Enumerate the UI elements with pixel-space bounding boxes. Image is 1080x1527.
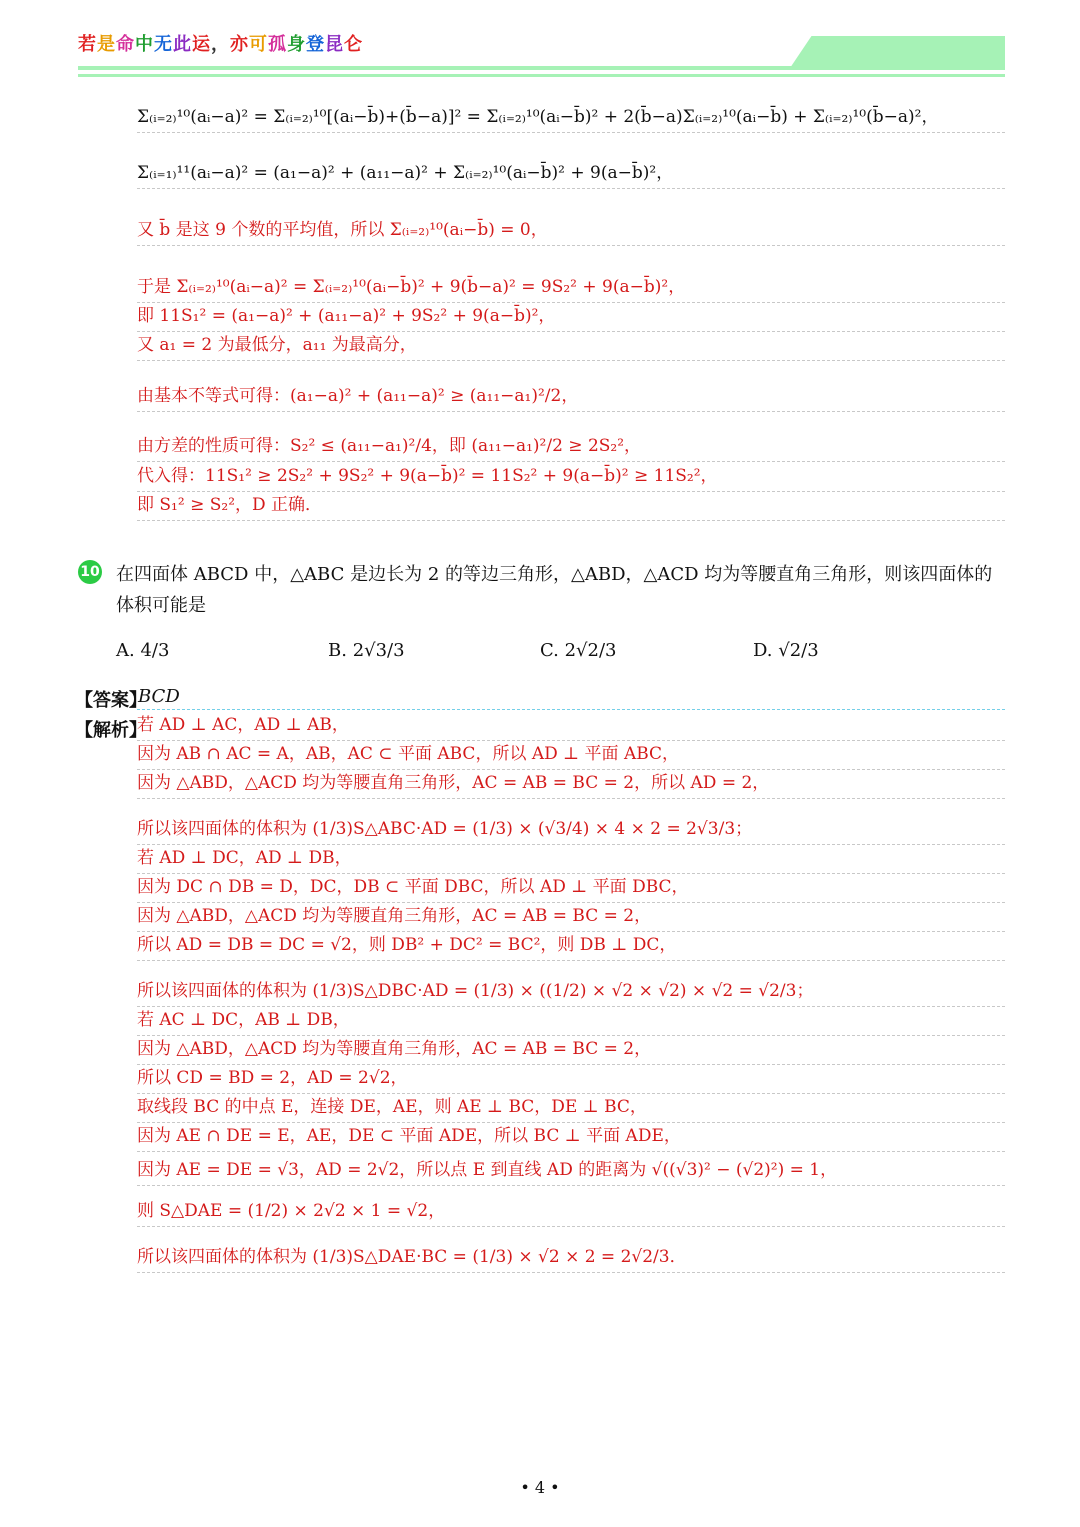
solution-line: 因为 DC ∩ DB = D，DC，DB ⊂ 平面 DBC，所以 AD ⊥ 平面 DBC，: [137, 874, 1005, 903]
slogan-char: 身: [287, 34, 306, 55]
slogan-char: 登: [306, 34, 325, 55]
choice-label: B.: [328, 640, 347, 661]
choice-value: √2/3: [778, 640, 819, 661]
solution-line: 又 a₁ = 2 为最低分，a₁₁ 为最高分，: [137, 332, 1005, 361]
choice-value: 4/3: [140, 640, 170, 661]
choice-label: D.: [753, 640, 773, 661]
solution-line: 所以该四面体的体积为 (1/3)S△ABC·AD = (1/3) × (√3/4) × 4 × 2 = 2√3/3；: [137, 799, 1005, 845]
solution-line: Σ₍ᵢ₌₁₎¹¹(aᵢ−a)² = (a₁−a)² + (a₁₁−a)² + Σ₍ᵢ₌₂₎¹⁰(aᵢ−b̄)² + 9(a−b̄)²，: [137, 133, 1005, 189]
solution-line: 因为 △ABD，△ACD 均为等腰直角三角形，AC = AB = BC = 2，: [137, 903, 1005, 932]
header-rule: [78, 74, 1005, 77]
solution-line: 取线段 BC 的中点 E，连接 DE，AE，则 AE ⊥ BC，DE ⊥ BC，: [137, 1094, 1005, 1123]
solution-line: 因为 △ABD，△ACD 均为等腰直角三角形，AC = AB = BC = 2，: [137, 1036, 1005, 1065]
choice-value: 2√2/3: [564, 640, 617, 661]
solution-line: 因为 AE = DE = √3，AD = 2√2，所以点 E 到直线 AD 的距离为 √((√3)² − (√2)²) = 1，: [137, 1152, 1005, 1186]
header-rule: [78, 66, 1005, 70]
solution-line: 则 S△DAE = (1/2) × 2√2 × 1 = √2，: [137, 1186, 1005, 1227]
slogan-char: 仑: [344, 34, 363, 55]
choice-a: [116, 640, 169, 661]
slogan-char: ，: [211, 34, 230, 55]
slogan-char: 孤: [268, 34, 287, 55]
solution-line: Σ₍ᵢ₌₂₎¹⁰(aᵢ−a)² = Σ₍ᵢ₌₂₎¹⁰[(aᵢ−b̄)+(b̄−a)]² = Σ₍ᵢ₌₂₎¹⁰(aᵢ−b̄)² + 2(b̄−a)Σ₍ᵢ₌₂₎¹⁰(aᵢ−b̄) + Σ₍ᵢ₌₂₎¹⁰(b̄−a)²，: [137, 83, 1005, 133]
solution-line: 若 AC ⊥ DC，AB ⊥ DB，: [137, 1007, 1005, 1036]
slogan-char: 可: [249, 34, 268, 55]
solution-line: 所以该四面体的体积为 (1/3)S△DAE·BC = (1/3) × √2 × 2 = 2√2/3．: [137, 1227, 1005, 1273]
slogan-char: 此: [173, 34, 192, 55]
solution-line: 若 AD ⊥ AC，AD ⊥ AB，: [137, 711, 1005, 741]
answer-label: 【答案】: [75, 690, 147, 711]
solution-line: 由方差的性质可得：S₂² ≤ (a₁₁−a₁)²/4，即 (a₁₁−a₁)²/2 ≥ 2S₂²，: [137, 412, 1005, 462]
slogan-char: 无: [154, 34, 173, 55]
choice-c: [540, 640, 616, 661]
slogan-char: 中: [135, 34, 154, 55]
choice-d: [753, 640, 819, 661]
slogan-char: 亦: [230, 34, 249, 55]
solution-line: 又 b̄ 是这 9 个数的平均值，所以 Σ₍ᵢ₌₂₎¹⁰(aᵢ−b̄) = 0，: [137, 189, 1005, 246]
solution-line: 即 S₁² ≥ S₂²，D 正确．: [137, 492, 1005, 521]
answer-value: BCD: [138, 686, 180, 707]
analysis-label: 【解析】: [75, 720, 147, 741]
solution-line: 所以 CD = BD = 2，AD = 2√2，: [137, 1065, 1005, 1094]
solution-line: 若 AD ⊥ DC，AD ⊥ DB，: [137, 845, 1005, 874]
solution-line: 因为 AE ∩ DE = E，AE，DE ⊂ 平面 ADE，所以 BC ⊥ 平面 ADE，: [137, 1123, 1005, 1152]
slogan-char: 运: [192, 34, 211, 55]
page-number: • 4 •: [520, 1478, 560, 1497]
answer-divider: [137, 709, 1005, 710]
choice-b: [328, 640, 405, 661]
slogan-char: 昆: [325, 34, 344, 55]
solution-line: 所以 AD = DB = DC = √2，则 DB² + DC² = BC²，则 DB ⊥ DC，: [137, 932, 1005, 961]
solution-line: 因为 AB ∩ AC = A，AB，AC ⊂ 平面 ABC，所以 AD ⊥ 平面 ABC，: [137, 741, 1005, 770]
header-decoration: [790, 36, 1005, 68]
slogan-char: 命: [116, 34, 135, 55]
choice-value: 2√3/3: [352, 640, 405, 661]
header-slogan: [78, 30, 363, 56]
choice-label: C.: [540, 640, 559, 661]
question-number-badge: 10: [78, 560, 102, 584]
solution-line: 于是 Σ₍ᵢ₌₂₎¹⁰(aᵢ−a)² = Σ₍ᵢ₌₂₎¹⁰(aᵢ−b̄)² + 9(b̄−a)² = 9S₂² + 9(a−b̄)²，: [137, 246, 1005, 303]
choice-label: A.: [116, 640, 135, 661]
question-text: 在四面体 ABCD 中，△ABC 是边长为 2 的等边三角形，△ABD，△ACD 均为等腰直角三角形，则该四面体的体积可能是: [116, 564, 993, 616]
slogan-char: 若: [78, 34, 97, 55]
solution-line: 所以该四面体的体积为 (1/3)S△DBC·AD = (1/3) × ((1/2) × √2 × √2) × √2 = √2/3；: [137, 961, 1005, 1007]
solution-line: 因为 △ABD，△ACD 均为等腰直角三角形，AC = AB = BC = 2，所以 AD = 2，: [137, 770, 1005, 799]
slogan-char: 是: [97, 34, 116, 55]
solution-line: 由基本不等式可得：(a₁−a)² + (a₁₁−a)² ≥ (a₁₁−a₁)²/2，: [137, 361, 1005, 412]
solution-line: 代入得：11S₁² ≥ 2S₂² + 9S₂² + 9(a−b̄)² = 11S₂² + 9(a−b̄)² ≥ 11S₂²，: [137, 462, 1005, 492]
solution-line: 即 11S₁² = (a₁−a)² + (a₁₁−a)² + 9S₂² + 9(a−b̄)²，: [137, 303, 1005, 332]
